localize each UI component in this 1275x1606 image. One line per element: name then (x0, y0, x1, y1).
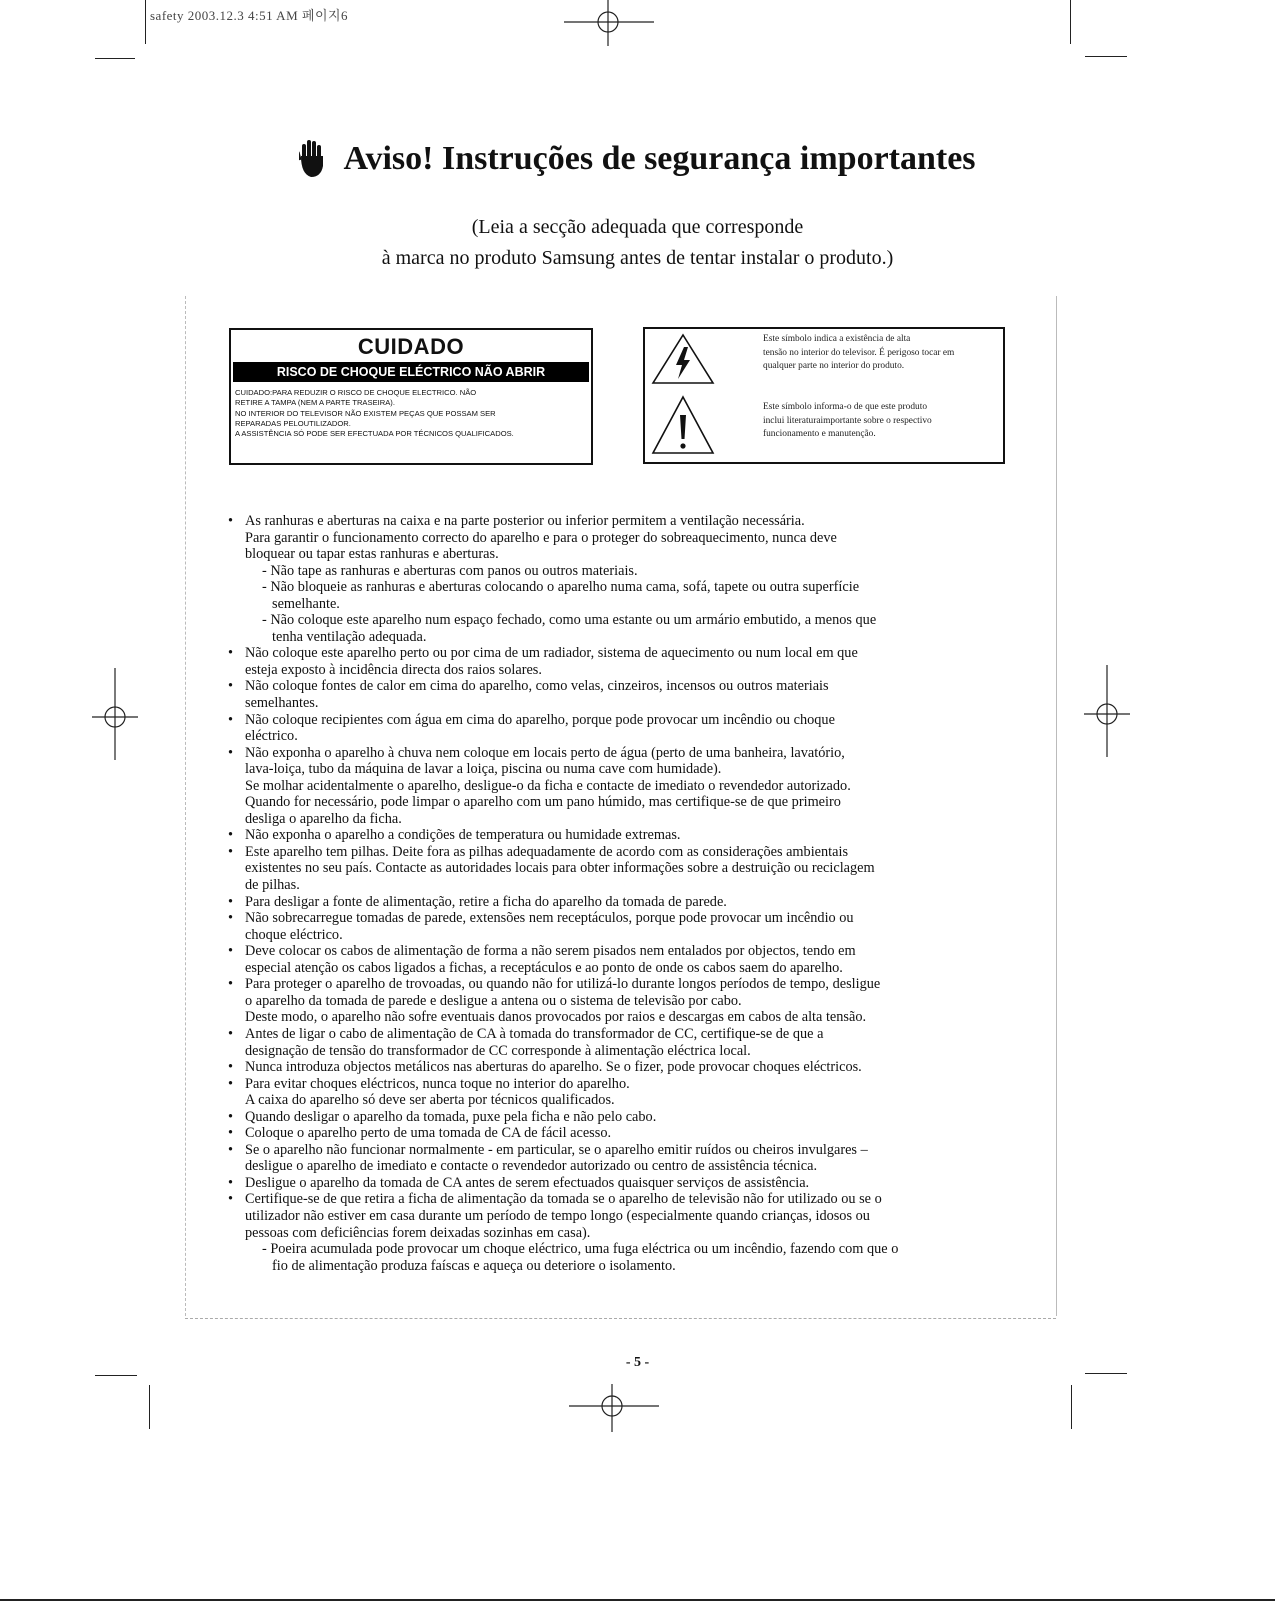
instruction-sub-line: - Poeira acumulada pode provocar um choque eléctrico, uma fuga eléctrica ou um incêndio, fazendo com que o (262, 1241, 899, 1258)
instruction-item (228, 1191, 1028, 1274)
instruction-item (228, 712, 1028, 745)
content-frame-right (1056, 296, 1057, 1316)
instruction-line: Para garantir o funcionamento correcto do aparelho e para o proteger do sobreaquecimento, nunca deve (245, 529, 837, 546)
instruction-line: • Não coloque este aparelho perto ou por cima de um radiador, sistema de aquecimento ou num local em que (245, 645, 858, 662)
instruction-item (228, 1175, 1028, 1192)
instruction-item (228, 1142, 1028, 1175)
caution-line: CUIDADO:PARA REDUZIR O RISCO DE CHOQUE ELECTRICO. NÃO (235, 388, 477, 397)
crop-mark (1070, 0, 1071, 44)
instruction-sub-line: fio de alimentação produza faíscas e aqueça ou deteriore o isolamento. (272, 1257, 676, 1274)
instruction-item (228, 645, 1028, 678)
instruction-line: • Não coloque fontes de calor em cima do aparelho, como velas, cinzeiros, incensos ou outros materiais (245, 678, 829, 695)
instruction-sub-line: - Não bloqueie as ranhuras e aberturas colocando o aparelho numa cama, sofá, tapete ou outra superfície (262, 579, 860, 596)
instruction-line: o aparelho da tomada de parede e desligue a antena ou o sistema de televisão por cabo. (245, 992, 742, 1009)
instruction-line: • Deve colocar os cabos de alimentação de forma a não serem pisados nem entalados por objectos, tendo em (245, 943, 856, 960)
instruction-item (228, 678, 1028, 711)
crop-mark (145, 0, 146, 44)
instruction-sub-line: - Não coloque este aparelho num espaço fechado, como uma estante ou um armário embutido, a menos que (262, 612, 877, 629)
instruction-line: desliga o aparelho da ficha. (245, 810, 402, 827)
instruction-item (228, 894, 1028, 911)
instruction-item (228, 1109, 1028, 1126)
symbols-legend-box (643, 327, 1005, 464)
instruction-line: • Para proteger o aparelho de trovoadas, ou quando não for utilizá-lo durante longos períodos de tempo, desligue (245, 976, 881, 993)
instruction-line: esteja exposto à incidência directa dos raios solares. (245, 661, 542, 678)
crop-mark (1085, 56, 1127, 57)
caution-band: RISCO DE CHOQUE ELÉCTRICO NÃO ABRIR (233, 362, 589, 382)
instruction-item (228, 1026, 1028, 1059)
crop-mark (149, 1385, 150, 1429)
crop-mark (1071, 1385, 1072, 1429)
instruction-line: eléctrico. (245, 728, 298, 745)
instruction-sub-item (245, 579, 1028, 612)
hand-warning-icon (299, 140, 325, 178)
page-number: - 5 - (625, 1355, 650, 1370)
instruction-line: utilizador não estiver em casa durante um período de tempo longo (especialmente quando crianças, idosos ou (245, 1207, 870, 1224)
registration-mark-icon (1084, 665, 1130, 765)
registration-mark-icon (560, 0, 660, 46)
instruction-sub-line: tenha ventilação adequada. (272, 628, 427, 645)
instruction-sub-line: - Não tape as ranhuras e aberturas com panos ou outros materiais. (262, 562, 638, 579)
caution-line: REPARADAS PELOUTILIZADOR. (235, 418, 351, 428)
instruction-line: pessoas com deficiências forem deixadas sozinhas em casa). (245, 1224, 591, 1241)
caution-line: RETIRE A TAMPA (NEM A PARTE TRASEIRA). (235, 398, 395, 408)
instruction-line: • Nunca introduza objectos metálicos nas aberturas do aparelho. Se o fizer, pode provocar choques eléctricos. (245, 1059, 862, 1076)
instruction-line: • Este aparelho tem pilhas. Deite fora as pilhas adequadamente de acordo com as considerações ambientais (245, 843, 849, 860)
instruction-item (228, 1076, 1028, 1109)
instruction-line: existentes no seu país. Contacte as autoridades locais para obter informações sobre a destruição ou reciclagem (245, 860, 875, 877)
instruction-line: • As ranhuras e aberturas na caixa e na parte posterior ou inferior permitem a ventilação necessária. (245, 513, 805, 529)
symbol-line: funcionamento e manutenção. (763, 429, 876, 439)
crop-mark (1085, 1373, 1127, 1374)
symbol-description (763, 333, 1003, 374)
symbol-description (763, 401, 1003, 442)
instruction-line: designação de tensão do transformador de CC corresponde à alimentação eléctrica local. (245, 1042, 751, 1059)
crop-mark (95, 58, 135, 59)
instruction-line: • Não exponha o aparelho à chuva nem coloque em locais perto de água (perto de uma banheira, lavatório, (245, 744, 845, 761)
subtitle-line: à marca no produto Samsung antes de tentar instalar o produto.) (381, 247, 894, 269)
content-frame-bottom (185, 1318, 1056, 1319)
instruction-line: desligue o aparelho de imediato e contacte o revendedor autorizado ou centro de assistência técnica. (245, 1158, 818, 1175)
instruction-line: • Para evitar choques eléctricos, nunca toque no interior do aparelho. (245, 1075, 630, 1092)
instruction-line: bloquear ou tapar estas ranhuras e aberturas. (245, 546, 499, 563)
instruction-item (228, 910, 1028, 943)
subtitle-line: (Leia a secção adequada que corresponde (471, 216, 804, 238)
instruction-line: choque eléctrico. (245, 926, 343, 943)
lightning-warning-icon (651, 333, 715, 385)
content-frame-left (185, 296, 186, 1316)
instruction-line: • Certifique-se de que retira a ficha de alimentação da tomada se o aparelho de televisão não for utilizado ou se o (245, 1191, 882, 1208)
symbol-line: inclui literaturaimportante sobre o respectivo (763, 415, 932, 426)
instruction-item (228, 1125, 1028, 1142)
print-slug: safety 2003.12.3 4:51 AM 페이지6 (150, 8, 349, 23)
instruction-item (228, 827, 1028, 844)
symbol-line: Este símbolo indica a existência de alta (763, 334, 911, 344)
instruction-item (228, 943, 1028, 976)
instruction-line: semelhantes. (245, 695, 319, 712)
instruction-sub-item (245, 1241, 1028, 1274)
instruction-line: • Não exponha o aparelho a condições de temperatura ou humidade extremas. (245, 827, 681, 844)
instruction-item (228, 1059, 1028, 1076)
caution-label-box (229, 328, 593, 465)
instruction-line: • Quando desligar o aparelho da tomada, puxe pela ficha e não pelo cabo. (245, 1108, 657, 1125)
symbol-row-high-voltage (651, 333, 1001, 393)
subtitle (0, 212, 1275, 274)
safety-instructions-list (228, 513, 1028, 1274)
instruction-line: • Para desligar a fonte de alimentação, retire a ficha do aparelho da tomada de parede. (245, 893, 727, 910)
instruction-sub-line: semelhante. (272, 595, 340, 612)
instruction-item (228, 745, 1028, 828)
registration-mark-icon (92, 668, 138, 768)
instruction-line: A caixa do aparelho só deve ser aberta por técnicos qualificados. (245, 1092, 615, 1109)
instruction-line: • Não coloque recipientes com água em cima do aparelho, porque pode provocar um incêndio ou choque (245, 711, 835, 728)
symbol-line: tensão no interior do televisor. É perigoso tocar em (763, 347, 955, 358)
exclamation-warning-icon (651, 395, 715, 455)
symbol-line: qualquer parte no interior do produto. (763, 361, 905, 371)
caution-text (231, 382, 591, 439)
instruction-line: • Não sobrecarregue tomadas de parede, extensões nem receptáculos, porque pode provocar um incêndio ou (245, 910, 854, 927)
caution-title: CUIDADO (357, 334, 465, 359)
instruction-line: Deste modo, o aparelho não sofre eventuais danos provocados por raios e descargas em cabos de alta tensão. (245, 1009, 867, 1026)
instruction-line: especial atenção os cabos ligados a fichas, a receptáculos e ao ponto de onde os cabos saem do aparelho. (245, 959, 843, 976)
caution-line: A ASSISTÊNCIA SÓ PODE SER EFECTUADA POR TÉCNICOS QUALIFICADOS. (235, 429, 514, 439)
instruction-line: Quando for necessário, pode limpar o aparelho com um pano húmido, mas certifique-se de que primeiro (245, 794, 841, 811)
instruction-line: de pilhas. (245, 877, 300, 894)
symbol-row-important-info (651, 395, 1001, 455)
symbol-line: Este símbolo informa-o de que este produto (763, 402, 928, 412)
instruction-sub-item (245, 563, 1028, 580)
registration-mark-icon (565, 1384, 665, 1434)
page-title: Aviso! Instruções de segurança importantes (343, 140, 976, 177)
instruction-line: Se molhar acidentalmente o aparelho, desligue-o da ficha e contacte de imediato o revendedor autorizado. (245, 777, 851, 794)
instruction-item (228, 513, 1028, 645)
instruction-line: lava-loiça, tubo da máquina de lavar a loiça, piscina ou numa cave com humidade). (245, 761, 722, 778)
bottom-edge-line (0, 1599, 1275, 1601)
instruction-line: • Desligue o aparelho da tomada de CA antes de serem efectuados quaisquer serviços de assistência. (245, 1174, 810, 1191)
caution-line: NO INTERIOR DO TELEVISOR NÃO EXISTEM PEÇAS QUE POSSAM SER (235, 408, 496, 418)
instruction-item (228, 976, 1028, 1026)
page-title-block (299, 140, 975, 178)
instruction-line: • Se o aparelho não funcionar normalmente - em particular, se o aparelho emitir ruídos ou cheiros invulgares – (245, 1141, 868, 1158)
instruction-line: • Antes de ligar o cabo de alimentação de CA à tomada do transformador de CC, certifique-se de que a (245, 1025, 824, 1042)
crop-mark (95, 1375, 137, 1376)
instruction-line: • Coloque o aparelho perto de uma tomada de CA de fácil acesso. (245, 1125, 612, 1142)
instruction-item (228, 844, 1028, 894)
instruction-sub-item (245, 612, 1028, 645)
